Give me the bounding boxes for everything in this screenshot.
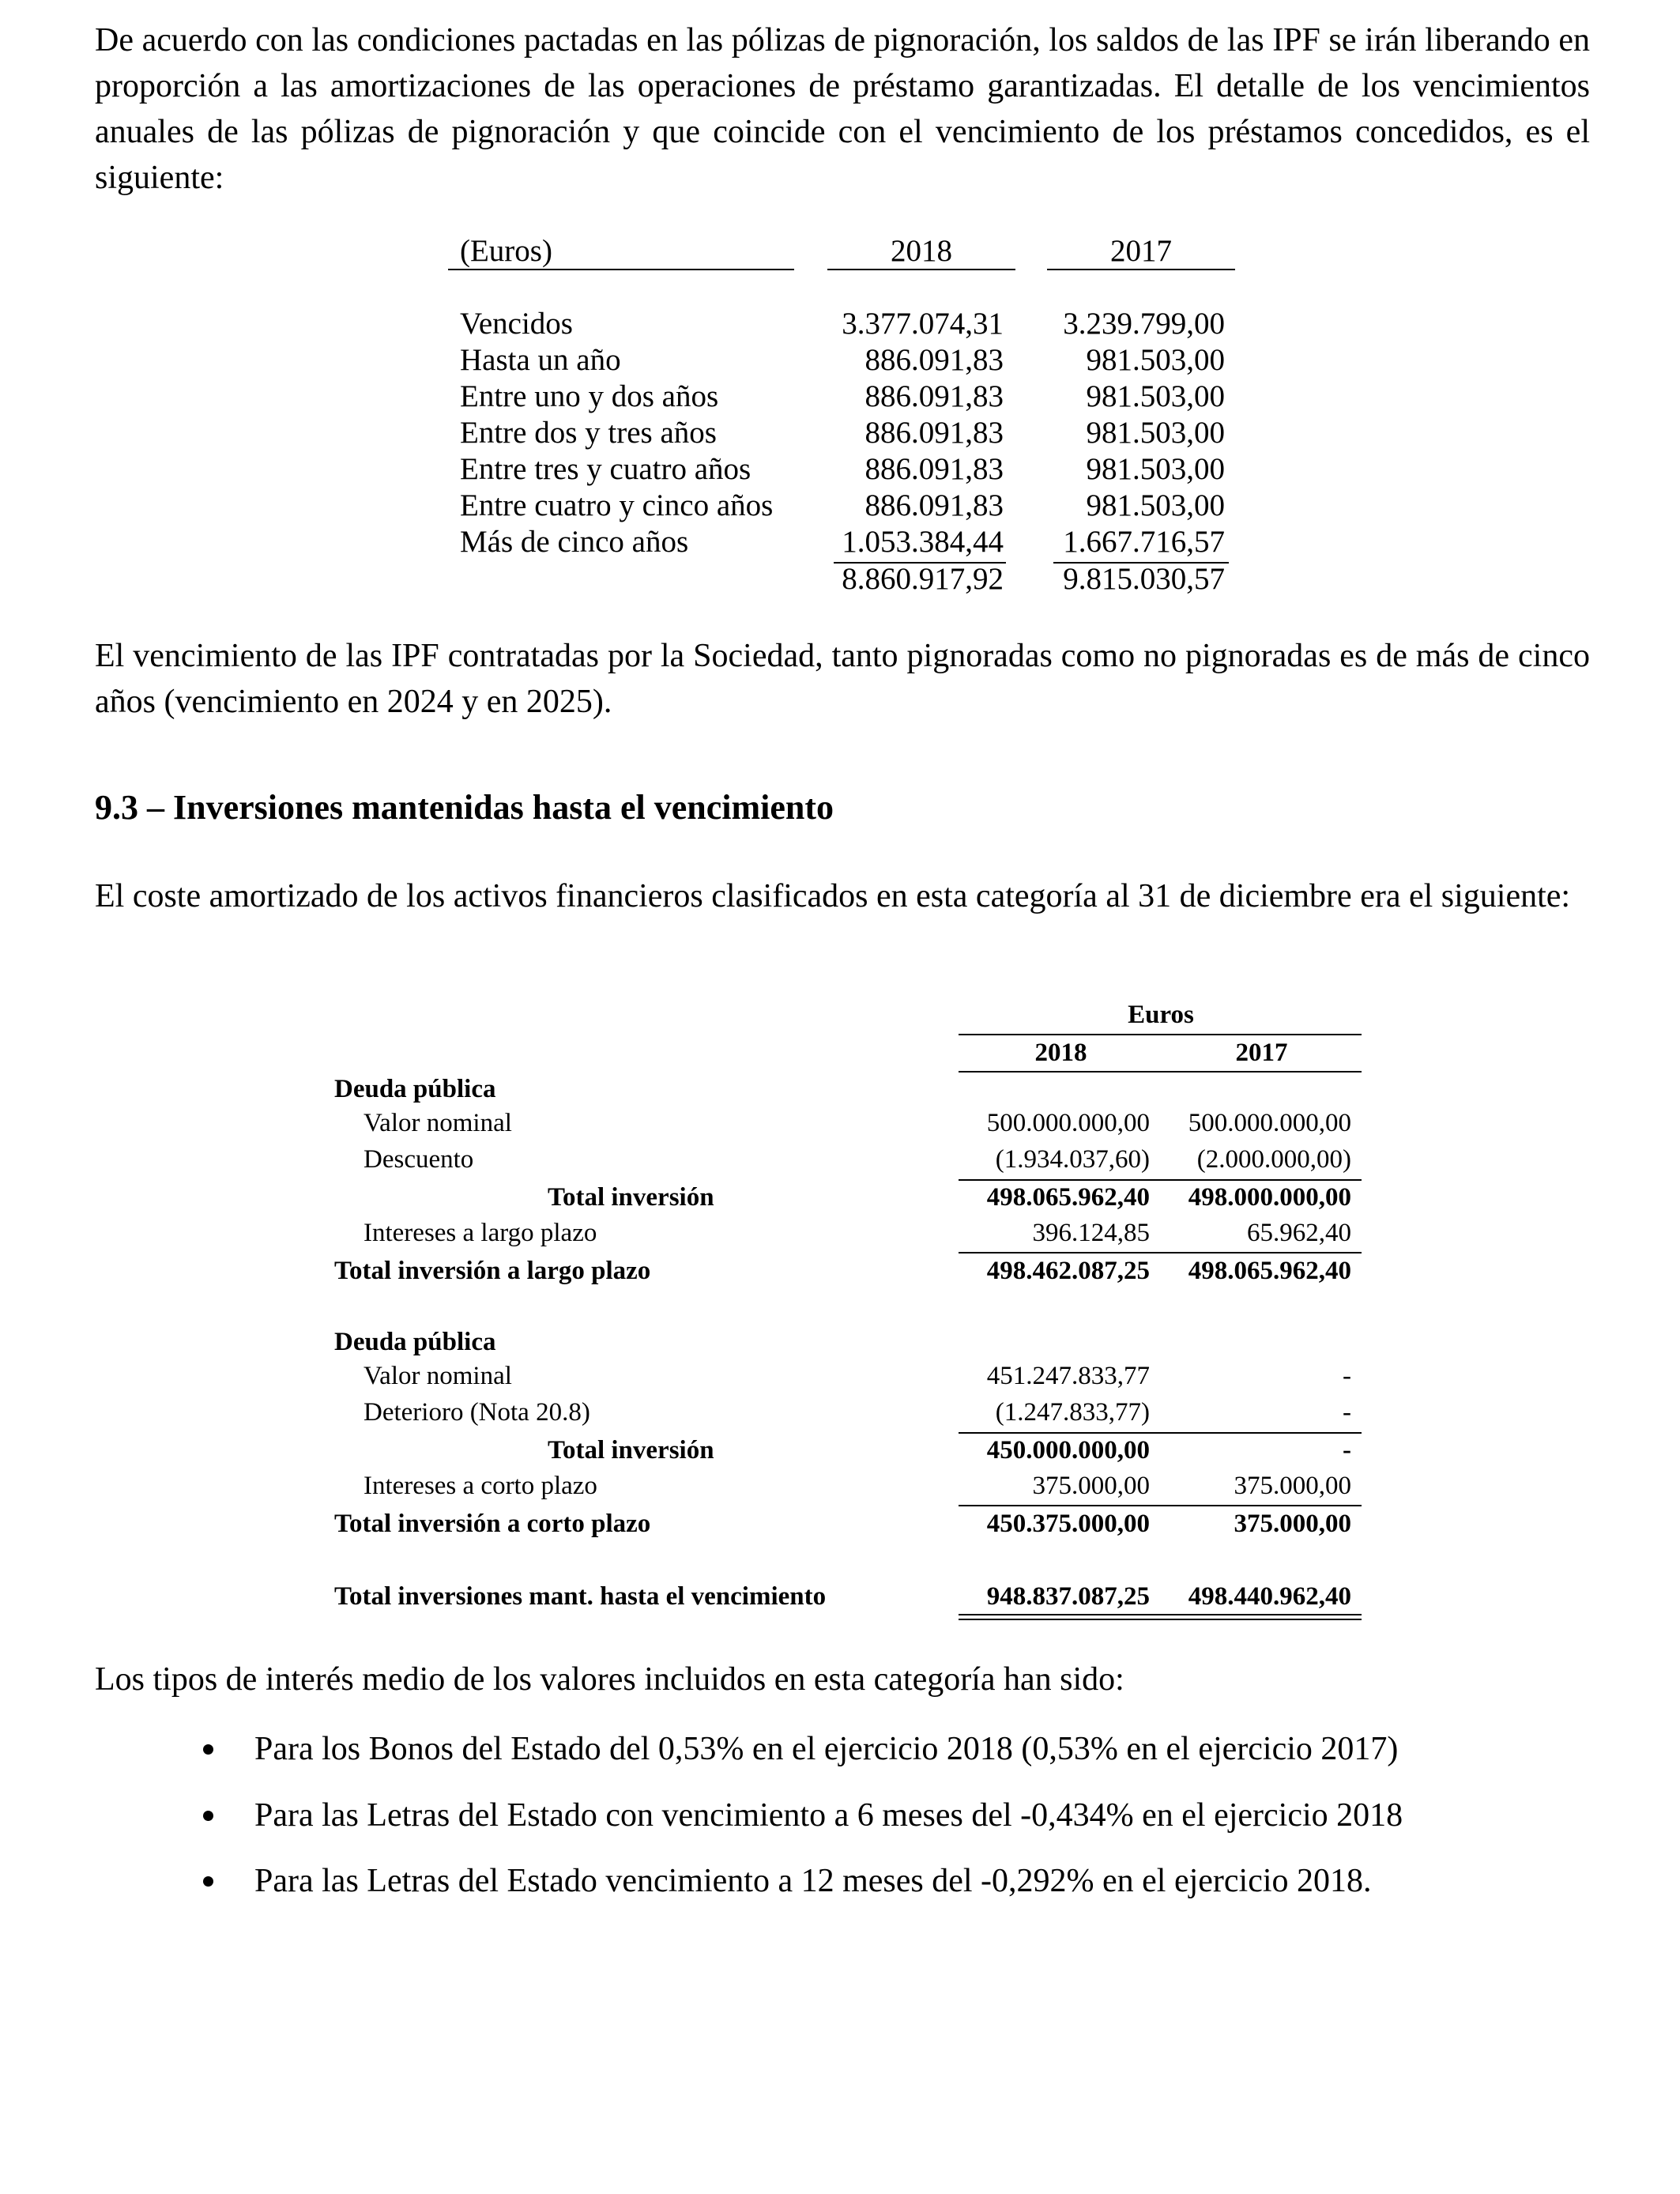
- table-cell-2017: 981.503,00: [1086, 488, 1225, 522]
- table2-cp-total-rule: [959, 1505, 1362, 1506]
- table1-total-2018: 8.860.917,92: [842, 562, 1004, 596]
- table-row-label: Total inversión a largo plazo: [334, 1257, 651, 1285]
- table-cell-2018: 886.091,83: [864, 488, 1004, 522]
- table-cell-2017: 500.000.000,00: [1188, 1109, 1351, 1137]
- table-cell-2017: 375.000,00: [1234, 1510, 1351, 1538]
- table-cell-2017: 981.503,00: [1086, 343, 1225, 377]
- table2-lp-subtotal-rule: [959, 1179, 1362, 1181]
- table-cell-2018: 886.091,83: [864, 379, 1004, 413]
- table-row-label: Descuento: [363, 1145, 474, 1174]
- table-cell-2018: 498.462.087,25: [986, 1257, 1150, 1285]
- table-cell-2017: 498.000.000,00: [1188, 1183, 1351, 1212]
- table1-header-rule: [448, 269, 794, 270]
- bullet-dot: [203, 1876, 213, 1887]
- table-row-label: Entre dos y tres años: [460, 416, 717, 450]
- table-cell-2018: (1.247.833,77): [995, 1398, 1150, 1427]
- table-cell-2018: (1.934.037,60): [995, 1145, 1150, 1174]
- table-cell-2018: 3.377.074,31: [842, 307, 1004, 341]
- section-heading: 9.3 – Inversiones mantenidas hasta el vencimiento: [95, 788, 834, 827]
- table-cell-2018: 886.091,83: [864, 416, 1004, 450]
- table2-grand-total-double-rule: [959, 1614, 1362, 1620]
- table-cell-2018: 375.000,00: [1032, 1472, 1150, 1500]
- table-cell-2018: 948.837.087,25: [986, 1582, 1150, 1611]
- table1-col-2017: 2017: [1110, 234, 1172, 268]
- table-cell-2017: 981.503,00: [1086, 416, 1225, 450]
- table-row-label: Deterioro (Nota 20.8): [363, 1398, 590, 1427]
- table2-header-rule: [959, 1071, 1362, 1072]
- table-cell-2017: -: [1343, 1362, 1351, 1390]
- table-row-label: Total inversión: [548, 1436, 714, 1465]
- table2-cp-group: Deuda pública: [334, 1328, 496, 1356]
- table-cell-2018: 886.091,83: [864, 343, 1004, 377]
- table-cell-2018: 886.091,83: [864, 452, 1004, 486]
- table-cell-2017: 3.239.799,00: [1063, 307, 1225, 341]
- table-cell-2017: (2.000.000,00): [1196, 1145, 1351, 1174]
- list-item: Para las Letras del Estado vencimiento a 12 meses del -0,292% en el ejercicio 2018.: [254, 1863, 1372, 1899]
- table-cell-2018: 451.247.833,77: [986, 1362, 1150, 1390]
- table-row-label: Valor nominal: [363, 1362, 512, 1390]
- table-cell-2018: 1.053.384,44: [842, 525, 1004, 559]
- table-cell-2018: 396.124,85: [1032, 1219, 1150, 1247]
- table2-col-2017: 2017: [1235, 1039, 1288, 1067]
- table-cell-2017: 498.065.962,40: [1188, 1257, 1351, 1285]
- table2-col-2018: 2018: [1034, 1039, 1087, 1067]
- table-cell-2018: 500.000.000,00: [986, 1109, 1150, 1137]
- table-cell-2017: 981.503,00: [1086, 452, 1225, 486]
- table2-cp-subtotal-rule: [959, 1432, 1362, 1434]
- table1-header-rule-2018: [827, 269, 1015, 270]
- table1-col-2018: 2018: [891, 234, 952, 268]
- table-row-label: Total inversiones mant. hasta el vencimiento: [334, 1582, 827, 1611]
- bullet-dot: [203, 1811, 213, 1821]
- table-row-label: Más de cinco años: [460, 525, 689, 559]
- list-item: Para las Letras del Estado con vencimiento a 6 meses del -0,434% en el ejercicio 2018: [254, 1797, 1403, 1834]
- table-cell-2018: 450.000.000,00: [986, 1436, 1150, 1465]
- table-row-label: Entre tres y cuatro años: [460, 452, 751, 486]
- ipf-paragraph: El vencimiento de las IPF contratadas por la Sociedad, tanto pignoradas como no pignoradas es de más de cinco años (vencimiento en 2024 y en 2025).: [95, 638, 1590, 720]
- table2-lp-total-rule: [959, 1252, 1362, 1253]
- table-row-label: Entre uno y dos años: [460, 379, 719, 413]
- coste-paragraph: El coste amortizado de los activos financieros clasificados en esta categoría al 31 de diciembre era el siguiente:: [95, 878, 1571, 914]
- table-cell-2017: 65.962,40: [1247, 1219, 1351, 1247]
- table-cell-2017: -: [1343, 1398, 1351, 1427]
- table-cell-2017: 981.503,00: [1086, 379, 1225, 413]
- table-cell-2017: -: [1343, 1436, 1351, 1465]
- table-cell-2018: 450.375.000,00: [986, 1510, 1150, 1538]
- table2-lp-group: Deuda pública: [334, 1075, 496, 1103]
- table-row-label: Vencidos: [460, 307, 573, 341]
- table1-total-2017: 9.815.030,57: [1063, 562, 1225, 596]
- bullet-dot: [203, 1744, 213, 1755]
- table-row-label: Intereses a largo plazo: [363, 1219, 597, 1247]
- table1-header-rule-2017: [1047, 269, 1235, 270]
- table1-total-rule-2018: [834, 562, 1006, 564]
- table2-unit-rule: [959, 1034, 1362, 1035]
- table1-unit-header: (Euros): [460, 234, 552, 268]
- table-cell-2017: 1.667.716,57: [1063, 525, 1225, 559]
- table1-total-rule-2017: [1053, 562, 1229, 564]
- table2-unit-header: Euros: [1128, 1001, 1194, 1029]
- table-cell-2017: 498.440.962,40: [1188, 1582, 1351, 1611]
- table-row-label: Intereses a corto plazo: [363, 1472, 597, 1500]
- table-cell-2018: 498.065.962,40: [986, 1183, 1150, 1212]
- table-cell-2017: 375.000,00: [1234, 1472, 1351, 1500]
- table-row-label: Total inversión: [548, 1183, 714, 1212]
- tipos-paragraph: Los tipos de interés medio de los valores incluidos en esta categoría han sido:: [95, 1661, 1124, 1698]
- table-row-label: Hasta un año: [460, 343, 621, 377]
- table-row-label: Valor nominal: [363, 1109, 512, 1137]
- table-row-label: Total inversión a corto plazo: [334, 1510, 651, 1538]
- table-row-label: Entre cuatro y cinco años: [460, 488, 774, 522]
- list-item: Para los Bonos del Estado del 0,53% en el ejercicio 2018 (0,53% en el ejercicio 2017): [254, 1731, 1399, 1767]
- intro-paragraph: De acuerdo con las condiciones pactadas en las pólizas de pignoración, los saldos de las IPF se irán liberando en proporción a las amortizaciones de las operaciones de préstamo garantizadas. El detalle de los vencimientos anuales de las pólizas de pignoración y que coincide con el vencimiento de los préstamos concedidos, es el siguiente:: [95, 22, 1590, 196]
